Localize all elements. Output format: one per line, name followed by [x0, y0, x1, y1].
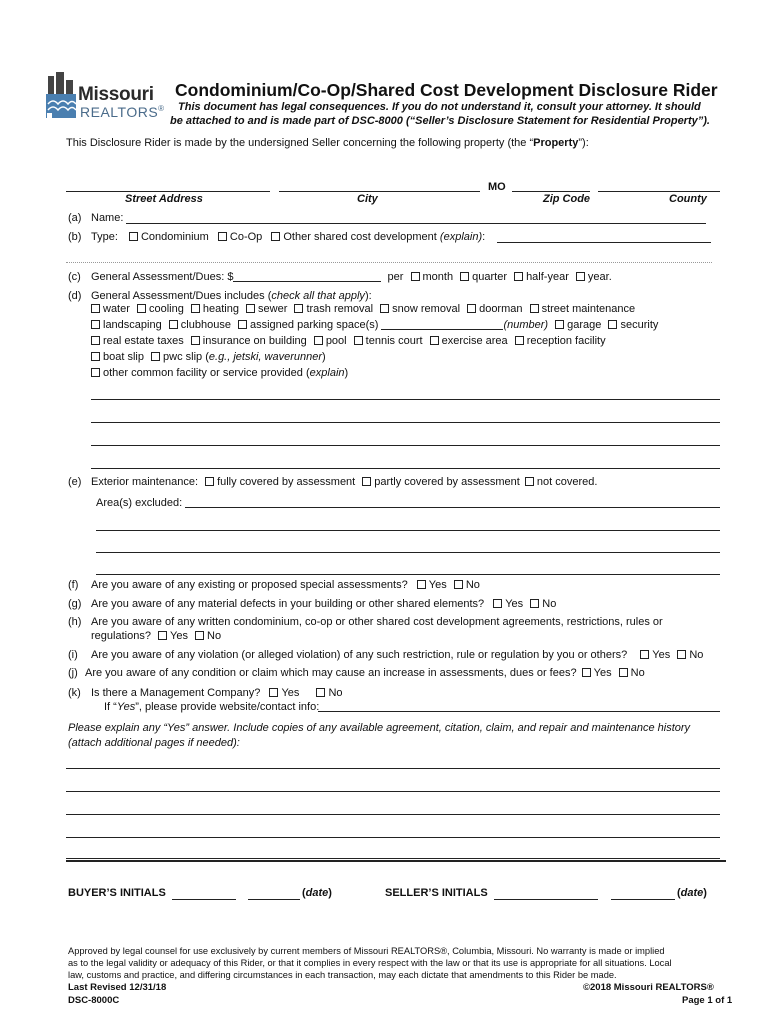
- co-op-checkbox[interactable]: [218, 232, 227, 241]
- item-e: (e): [68, 476, 82, 488]
- k-yes-checkbox[interactable]: [269, 688, 278, 697]
- approval-line-3: law, customs and practice, and differing circumstances in each transaction, may each dictate that amendments to this Rider be made.: [68, 970, 617, 980]
- page-number: Page 1 of 1: [682, 995, 733, 1006]
- exercise-area-checkbox[interactable]: [430, 336, 439, 345]
- g-no-checkbox[interactable]: [530, 599, 539, 608]
- includes-row-4: boat slip pwc slip (e.g., jetski, waverunner): [89, 351, 326, 363]
- approval-line-1: Approved by legal counsel for use exclusively by current members of Missouri REALTORS®, Columbia, Missouri. No warranty is made or implied: [68, 946, 665, 956]
- seller-initials-label: SELLER’S INITIALS: [385, 887, 488, 899]
- type-explain-line[interactable]: [497, 242, 711, 243]
- item-k: (k): [68, 687, 81, 699]
- street-maintenance-checkbox[interactable]: [530, 304, 539, 313]
- type-row: Type: Condominium Co-Op Other shared cost development (explain):: [91, 231, 486, 243]
- includes-row-2: landscaping clubhouse assigned parking space(s) (number) garage security: [89, 319, 658, 331]
- management-contact-label: If “Yes”, please provide website/contact info:: [104, 701, 320, 713]
- water-checkbox[interactable]: [91, 304, 100, 313]
- insurance-checkbox[interactable]: [191, 336, 200, 345]
- question-j: Are you aware of any condition or claim which may cause an increase in assessments, dues or fees? Yes No: [85, 667, 645, 679]
- item-c: (c): [68, 271, 81, 283]
- areas-excluded-line-3[interactable]: [96, 552, 720, 553]
- explain-line-1: Please explain any “Yes” answer. Include copies of any available agreement, citation, claim, and repair and maintenance history: [68, 722, 691, 734]
- other-explain-line-4[interactable]: [91, 468, 720, 469]
- quarter-checkbox[interactable]: [460, 272, 469, 281]
- h-yes-checkbox[interactable]: [158, 631, 167, 640]
- item-b: (b): [68, 231, 82, 243]
- year-checkbox[interactable]: [576, 272, 585, 281]
- f-yes-checkbox[interactable]: [417, 580, 426, 589]
- clubhouse-checkbox[interactable]: [169, 320, 178, 329]
- section-divider: [66, 860, 726, 862]
- subtitle-line-2: be attached to and is made part of DSC-8000 (“Seller’s Disclosure Statement for Residential Property”).: [170, 115, 710, 127]
- item-d: (d): [68, 290, 82, 302]
- dues-includes-label: General Assessment/Dues includes (check all that apply):: [91, 290, 372, 302]
- condominium-checkbox[interactable]: [129, 232, 138, 241]
- buyer-initials-label: BUYER’S INITIALS: [68, 887, 166, 899]
- seller-initials-line-2[interactable]: [611, 899, 675, 900]
- g-yes-checkbox[interactable]: [493, 599, 502, 608]
- buyer-date-label: (date): [302, 887, 332, 899]
- cooling-checkbox[interactable]: [137, 304, 146, 313]
- item-j: (j): [68, 667, 78, 679]
- reception-facility-checkbox[interactable]: [515, 336, 524, 345]
- parking-number-input[interactable]: [381, 319, 503, 330]
- logo: [44, 70, 165, 122]
- item-g: (g): [68, 598, 82, 610]
- heating-checkbox[interactable]: [191, 304, 200, 313]
- i-no-checkbox[interactable]: [677, 650, 686, 659]
- question-f: Are you aware of any existing or proposed special assessments? Yes No: [91, 579, 480, 591]
- explain-input-line-5[interactable]: [66, 858, 720, 859]
- other-explain-line-1[interactable]: [91, 399, 720, 400]
- intro-text: This Disclosure Rider is made by the undersigned Seller concerning the following property (the “Property”):: [66, 137, 589, 149]
- real-estate-taxes-checkbox[interactable]: [91, 336, 100, 345]
- fully-covered-checkbox[interactable]: [205, 477, 214, 486]
- city-line[interactable]: [279, 191, 480, 192]
- copyright: ©2018 Missouri REALTORS®: [583, 982, 714, 993]
- k-no-checkbox[interactable]: [316, 688, 325, 697]
- snow-removal-checkbox[interactable]: [380, 304, 389, 313]
- areas-excluded-line-4[interactable]: [96, 574, 720, 575]
- item-h: (h): [68, 616, 82, 628]
- item-f: (f): [68, 579, 79, 591]
- zip-line[interactable]: [512, 191, 590, 192]
- management-contact-line[interactable]: [318, 711, 720, 712]
- includes-row-3: real estate taxes insurance on building pool tennis court exercise area reception facility: [89, 335, 606, 347]
- state-mo: MO: [488, 181, 506, 193]
- explain-input-line-2[interactable]: [66, 791, 720, 792]
- security-checkbox[interactable]: [608, 320, 617, 329]
- j-no-checkbox[interactable]: [619, 668, 628, 677]
- includes-row-5: other common facility or service provided (explain): [89, 367, 348, 379]
- doorman-checkbox[interactable]: [467, 304, 476, 313]
- includes-row-1: water cooling heating sewer trash removal snow removal doorman street maintenance: [89, 303, 635, 315]
- not-covered-checkbox[interactable]: [525, 477, 534, 486]
- question-h-line1: Are you aware of any written condominium, co-op or other shared cost development agreements, restrictions, rules or: [91, 616, 663, 628]
- other-shared-checkbox[interactable]: [271, 232, 280, 241]
- subtitle-line-1: This document has legal consequences. If you do not understand it, consult your attorney. It should: [178, 101, 701, 113]
- garage-checkbox[interactable]: [555, 320, 564, 329]
- seller-date-label: (date): [677, 887, 707, 899]
- h-no-checkbox[interactable]: [195, 631, 204, 640]
- missouri-realtors-logo-icon: [44, 70, 78, 122]
- landscaping-checkbox[interactable]: [91, 320, 100, 329]
- form-number: DSC-8000C: [68, 995, 120, 1006]
- dues-amount-input[interactable]: [233, 271, 381, 282]
- buyer-initials-line-1[interactable]: [172, 899, 236, 900]
- page-title: Condominium/Co-Op/Shared Cost Development Disclosure Rider: [175, 80, 718, 100]
- areas-excluded-line-1[interactable]: [185, 507, 720, 508]
- explain-line-2: (attach additional pages if needed):: [68, 737, 240, 749]
- logo-sub: REALTORS®: [80, 104, 165, 120]
- item-a: (a): [68, 212, 82, 224]
- month-checkbox[interactable]: [411, 272, 420, 281]
- exterior-row: Exterior maintenance: fully covered by assessment partly covered by assessment not covered.: [91, 476, 598, 488]
- city-label: City: [357, 193, 378, 205]
- areas-excluded-label: Area(s) excluded:: [96, 497, 183, 509]
- zip-label: Zip Code: [543, 193, 591, 205]
- dues-row: General Assessment/Dues: $ per month quarter half-year year.: [91, 271, 612, 283]
- logo-name: Missouri: [78, 84, 154, 105]
- name-input-line[interactable]: [126, 223, 706, 224]
- other-explain-line-3[interactable]: [91, 445, 720, 446]
- item-i: (i): [68, 649, 78, 661]
- question-g: Are you aware of any material defects in your building or other shared elements? Yes No: [91, 598, 557, 610]
- county-label: County: [669, 193, 707, 205]
- county-line[interactable]: [598, 191, 720, 192]
- parking-checkbox[interactable]: [238, 320, 247, 329]
- pwc-slip-checkbox[interactable]: [151, 352, 160, 361]
- street-address-line[interactable]: [66, 191, 270, 192]
- explain-input-line-3[interactable]: [66, 814, 720, 815]
- pool-checkbox[interactable]: [314, 336, 323, 345]
- tennis-court-checkbox[interactable]: [354, 336, 363, 345]
- trash-removal-checkbox[interactable]: [294, 304, 303, 313]
- i-yes-checkbox[interactable]: [640, 650, 649, 659]
- street-address-label: Street Address: [125, 193, 203, 205]
- question-k: Is there a Management Company? Yes No: [91, 687, 343, 699]
- j-yes-checkbox[interactable]: [582, 668, 591, 677]
- other-common-checkbox[interactable]: [91, 368, 100, 377]
- buyer-initials-line-2[interactable]: [248, 899, 300, 900]
- type-explain-line-2[interactable]: [66, 262, 712, 263]
- sewer-checkbox[interactable]: [246, 304, 255, 313]
- explain-input-line-4[interactable]: [66, 837, 720, 838]
- name-label: Name:: [91, 212, 124, 224]
- half-year-checkbox[interactable]: [514, 272, 523, 281]
- areas-excluded-line-2[interactable]: [96, 530, 720, 531]
- f-no-checkbox[interactable]: [454, 580, 463, 589]
- other-explain-line-2[interactable]: [91, 422, 720, 423]
- question-i: Are you aware of any violation (or alleged violation) of any such restriction, rule or regulation by you or others? Yes No: [91, 649, 704, 661]
- partly-covered-checkbox[interactable]: [362, 477, 371, 486]
- approval-line-2: as to the legal validity or adequacy of this Rider, or that it complies in every respect with the law or that its use is appropriate for all situations. Local: [68, 958, 672, 968]
- seller-initials-line-1[interactable]: [494, 899, 598, 900]
- last-revised: Last Revised 12/31/18: [68, 982, 167, 993]
- explain-input-line-1[interactable]: [66, 768, 720, 769]
- question-h-line2: regulations? Yes No: [91, 630, 222, 642]
- boat-slip-checkbox[interactable]: [91, 352, 100, 361]
